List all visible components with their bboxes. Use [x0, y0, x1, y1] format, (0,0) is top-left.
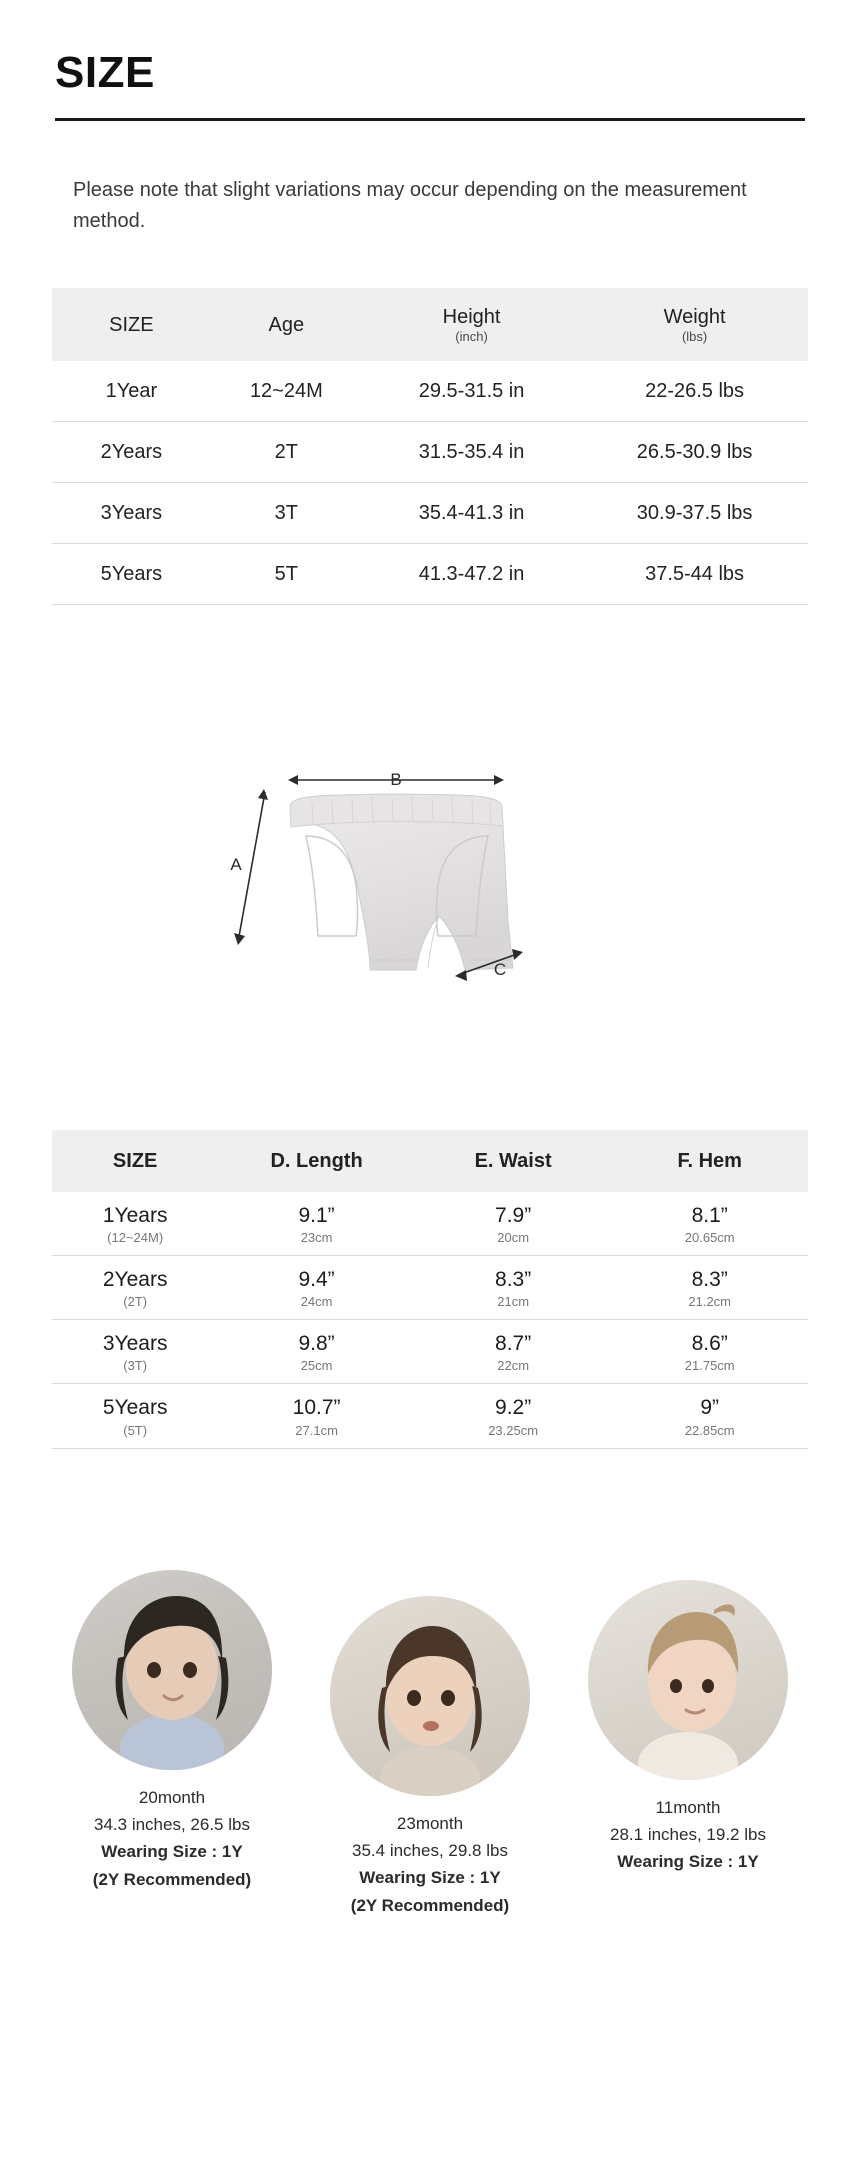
- m-size-main: 1Years: [102, 1204, 168, 1227]
- table-header-row: [52, 1130, 808, 1192]
- table-row: [52, 1256, 808, 1320]
- model-photo-1: [72, 1570, 272, 1770]
- m-hem-cm: 21.75cm: [684, 1358, 735, 1374]
- m-size-main: 3Years: [102, 1332, 168, 1356]
- model-age: 20month: [138, 1788, 206, 1807]
- table-row: [52, 1320, 808, 1384]
- cell-m-hem: [611, 1384, 808, 1448]
- cell-m-size: [52, 1320, 218, 1384]
- size-table-head: [52, 288, 808, 361]
- th-weight-unit: (lbs): [681, 329, 708, 344]
- th-m-hem: F. Hem: [611, 1130, 808, 1192]
- cell-m-waist: [415, 1256, 612, 1320]
- m-length-cm: 24cm: [300, 1294, 333, 1310]
- table-row: [52, 1384, 808, 1448]
- model-wearing-size: Wearing Size : 1Y: [359, 1868, 501, 1888]
- model-age: 23month: [396, 1814, 464, 1833]
- measurement-table: [52, 1130, 808, 1449]
- cell-weight: 26.5-30.9 lbs: [581, 421, 808, 482]
- m-hem-in: 8.3”: [691, 1268, 728, 1292]
- list-item: [52, 1570, 292, 1919]
- m-waist-cm: 22cm: [497, 1358, 530, 1374]
- cell-size: 2Years: [52, 421, 211, 482]
- cell-m-length: [218, 1320, 415, 1384]
- cell-height: 41.3-47.2 in: [362, 543, 581, 604]
- size-table: [52, 288, 808, 605]
- shorts-diagram: [0, 770, 860, 1100]
- model-wearing-size: Wearing Size : 1Y: [101, 1842, 243, 1862]
- th-size: [52, 288, 211, 361]
- child-portrait-icon: [588, 1580, 788, 1780]
- model-caption-3: [568, 1794, 808, 1876]
- page-title-block: [55, 50, 805, 121]
- child-portrait-icon: [330, 1596, 530, 1796]
- cell-m-size: [52, 1384, 218, 1448]
- cell-height: 31.5-35.4 in: [362, 421, 581, 482]
- m-length-cm: 25cm: [300, 1358, 333, 1374]
- m-length-in: 9.8”: [298, 1332, 335, 1356]
- cell-age: 2T: [211, 421, 362, 482]
- th-height-unit: (inch): [455, 329, 488, 344]
- m-hem-cm: 20.65cm: [684, 1230, 735, 1246]
- cell-height: 29.5-31.5 in: [362, 361, 581, 422]
- m-hem-in: 9”: [700, 1396, 720, 1420]
- cell-m-waist: [415, 1320, 612, 1384]
- cell-m-size: [52, 1256, 218, 1320]
- m-hem-in: 8.6”: [691, 1332, 728, 1356]
- measurement-table-head: [52, 1130, 808, 1192]
- cell-m-hem: [611, 1320, 808, 1384]
- model-photo-3: [588, 1580, 788, 1780]
- cell-m-length: [218, 1384, 415, 1448]
- m-size-main: 5Years: [102, 1396, 168, 1420]
- cell-weight: 30.9-37.5 lbs: [581, 482, 808, 543]
- cell-m-hem: [611, 1256, 808, 1320]
- measurement-note: Please note that slight variations may occur depending on the measurement method.: [73, 179, 747, 232]
- cell-age: 3T: [211, 482, 362, 543]
- m-waist-in: 7.9”: [495, 1204, 532, 1227]
- cell-size: 3Years: [52, 482, 211, 543]
- th-age: [211, 288, 362, 361]
- table-row: [52, 482, 808, 543]
- shorts-diagram-svg: [220, 770, 640, 1070]
- m-length-cm: 27.1cm: [295, 1422, 338, 1438]
- model-wearing-size: Wearing Size : 1Y: [617, 1852, 759, 1872]
- cell-weight: 22-26.5 lbs: [581, 361, 808, 422]
- list-item: [568, 1580, 808, 1919]
- th-weight-label: Weight: [663, 306, 726, 328]
- table-row: [52, 421, 808, 482]
- model-photo-2: [330, 1596, 530, 1796]
- cell-m-length: [218, 1256, 415, 1320]
- th-m-waist: E. Waist: [415, 1130, 612, 1192]
- cell-height: 35.4-41.3 in: [362, 482, 581, 543]
- m-size-sub: (2T): [123, 1294, 148, 1310]
- cell-size: 5Years: [52, 543, 211, 604]
- m-hem-cm: 22.85cm: [684, 1422, 735, 1438]
- m-waist-in: 8.3”: [495, 1268, 532, 1292]
- m-length-cm: 23cm: [300, 1230, 333, 1246]
- table-header-row: [52, 288, 808, 361]
- model-caption-2: [310, 1810, 550, 1919]
- m-size-main: 2Years: [102, 1268, 168, 1292]
- m-waist-cm: 20cm: [497, 1230, 530, 1246]
- model-reference-list: [52, 1570, 808, 1919]
- model-recommendation: (2Y Recommended): [350, 1895, 510, 1915]
- size-table-body: [52, 361, 808, 605]
- label-a: A: [230, 855, 242, 874]
- list-item: [310, 1596, 550, 1919]
- m-hem-in: 8.1”: [691, 1204, 728, 1227]
- model-recommendation: (2Y Recommended): [92, 1869, 252, 1889]
- m-size-sub: (12~24M): [107, 1230, 164, 1246]
- cell-age: 5T: [211, 543, 362, 604]
- model-measurements: 28.1 inches, 19.2 lbs: [610, 1825, 766, 1845]
- cell-m-waist: [415, 1192, 612, 1256]
- m-hem-cm: 21.2cm: [688, 1294, 732, 1310]
- th-weight: [581, 288, 808, 361]
- m-length-in: 9.4”: [298, 1268, 335, 1292]
- table-row: [52, 1192, 808, 1256]
- model-measurements: 34.3 inches, 26.5 lbs: [94, 1815, 250, 1835]
- th-m-length: D. Length: [218, 1130, 415, 1192]
- measurement-table-body: [52, 1192, 808, 1448]
- child-portrait-icon: [72, 1570, 272, 1770]
- m-size-sub: (3T): [123, 1358, 148, 1374]
- m-waist-cm: 21cm: [497, 1294, 530, 1310]
- cell-weight: 37.5-44 lbs: [581, 543, 808, 604]
- m-waist-cm: 23.25cm: [488, 1422, 539, 1438]
- th-size-label: SIZE: [109, 313, 154, 336]
- m-waist-in: 9.2”: [495, 1396, 532, 1420]
- label-c: C: [493, 960, 507, 979]
- shorts-illustration: [290, 794, 513, 970]
- title-divider: [55, 118, 805, 121]
- m-length-in: 10.7”: [292, 1396, 341, 1420]
- m-size-sub: (5T): [123, 1422, 148, 1438]
- cell-m-size: [52, 1192, 218, 1256]
- table-row: [52, 361, 808, 422]
- cell-m-waist: [415, 1384, 612, 1448]
- cell-m-length: [218, 1192, 415, 1256]
- th-height-label: Height: [442, 306, 501, 328]
- cell-age: 12~24M: [211, 361, 362, 422]
- model-age: 11month: [655, 1798, 721, 1817]
- cell-m-hem: [611, 1192, 808, 1256]
- th-height: [362, 288, 581, 361]
- m-waist-in: 8.7”: [495, 1332, 532, 1356]
- model-measurements: 35.4 inches, 29.8 lbs: [352, 1841, 508, 1861]
- cell-size: 1Year: [52, 361, 211, 422]
- th-m-size: SIZE: [52, 1130, 218, 1192]
- table-row: [52, 543, 808, 604]
- label-b: B: [390, 770, 402, 789]
- th-age-label: Age: [268, 313, 305, 336]
- page-title: SIZE: [55, 48, 155, 97]
- model-caption-1: [52, 1784, 292, 1893]
- m-length-in: 9.1”: [298, 1204, 335, 1227]
